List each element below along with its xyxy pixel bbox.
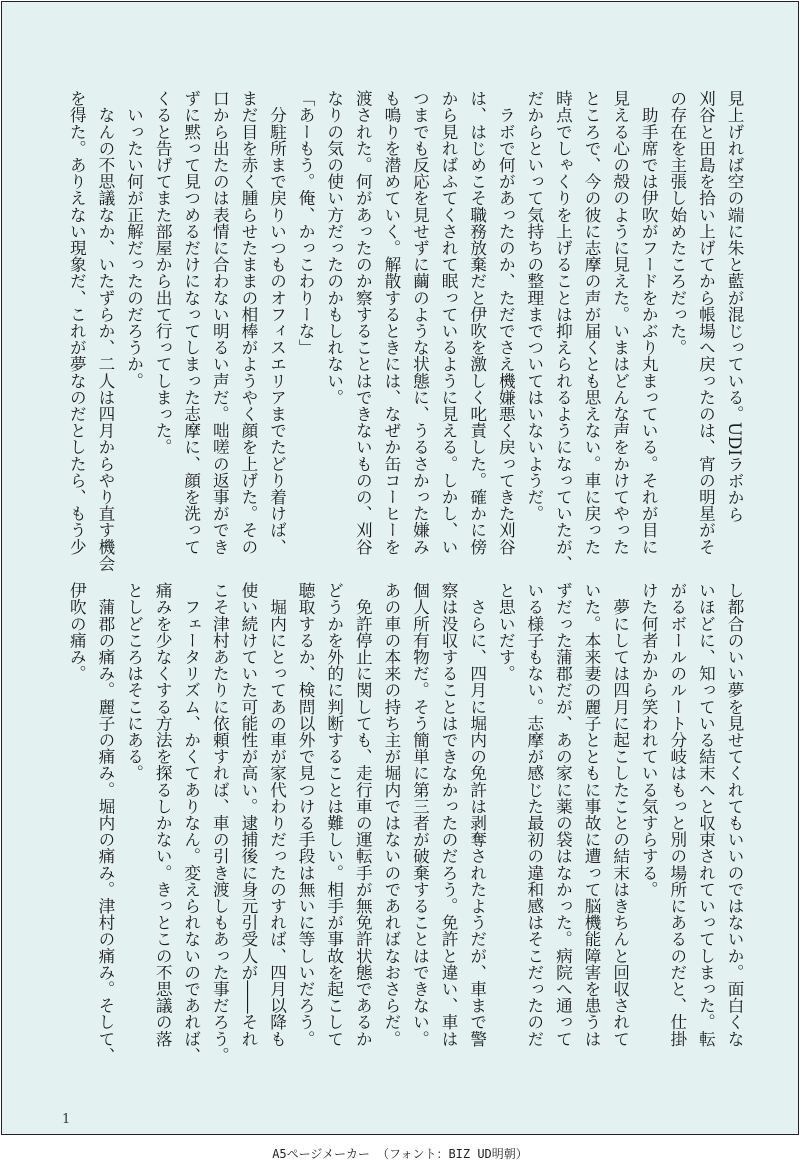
text-line: 口から出たのは表情に合わない明るい声だ。咄嗟の返事ができ <box>210 90 230 555</box>
text-line: 渡された。何があったのか察することはできないものの、刈谷 <box>353 90 373 555</box>
lower-text-block <box>48 582 748 1102</box>
text-line: さらに、四月に堀内の免許は剥奪されたようだが、車まで警 <box>467 582 487 1047</box>
text-line: 時点でしゃくりを上げることは抑えられるようになっていたが、 <box>553 90 573 572</box>
text-line: 察は没収することはできなかったのだろう。免許と違い、車は <box>439 582 459 1047</box>
text-line: 刈谷と田島を拾い上げてから帳場へ戻ったのは、宵の明星がそ <box>696 90 716 555</box>
text-line: 分駐所まで戻りいつものオフィスエリアまでたどり着けば、 <box>267 90 287 555</box>
text-line: 蒲郡の痛み。麗子の痛み。堀内の痛み。津村の痛み。そして、 <box>95 582 115 1064</box>
text-line: 免許停止に関しても、走行車の運転手が無免許状態であるか <box>353 582 373 1047</box>
a5-page <box>1 1 799 1135</box>
text-line: し都合のいい夢を見せてくれてもいいのではないか。面白くな <box>725 582 744 1047</box>
text-line: フェータリズム、かくてありなん。変えられないのであれば、 <box>181 582 201 1064</box>
text-line: いる様子もない。志摩が感じた最初の違和感はそこだったのだ <box>524 582 544 1047</box>
text-line: あの車の本来の持ち主が堀内ではないのであればなおさらだ。 <box>381 582 401 1047</box>
text-line: と思いだす。 <box>496 582 516 682</box>
text-line: 助手席では伊吹がフードをかぶり丸まっている。それが目に <box>639 90 659 555</box>
text-line: 見上げれば空の端に朱と藍が混じっている。UDIラボから <box>725 90 744 523</box>
text-line: いったい何が正解だったのだろうか。 <box>124 90 144 389</box>
text-line: 「あーもう。俺、かっこわりーな」 <box>296 90 316 356</box>
text-line: どうかを外的に判断することは難しい。相手が事故を起こして <box>324 582 344 1047</box>
text-line: だからといって気持ちの整理までついてはいないようだ。 <box>524 90 544 522</box>
text-line: ラボで何があったのか、ただでさえ機嫌悪く戻ってきた刈谷 <box>496 90 516 555</box>
text-line: 伊吹の痛み。 <box>67 582 87 682</box>
text-line: こそ津村あたりに依頼すれば、車の引き渡しもあった事だろう。 <box>210 582 230 1064</box>
upper-text-block <box>48 90 748 572</box>
text-line: いた。本来妻の麗子とともに事故に遭って脳機能障害を患うは <box>582 582 602 1047</box>
text-line: を得た。ありえない現象だ、これが夢なのだとしたら、もう少 <box>67 90 87 555</box>
text-line: も鳴りを潜めていく。解散するときには、なぜか缶コーヒーを <box>381 90 401 555</box>
text-line: 痛みを少なくする方法を探るしかない。きっとこの不思議の落 <box>153 582 173 1047</box>
text-line: なりの気の使い方だったのかもしれない。 <box>324 90 344 406</box>
text-line: としどころはそこにある。 <box>124 582 144 782</box>
text-line: から見ればふてくされて眠っているように見える。しかし、い <box>439 90 459 555</box>
text-line: つまでも反応を見せずに繭のような状態に、うるさかった嫌み <box>410 90 430 555</box>
text-line: ずだった蒲郡だが、あの家に薬の袋はなかった。病院へ通って <box>553 582 573 1047</box>
text-line: いほどに、知っている結末へと収束されていってしまった。転 <box>696 582 716 1047</box>
text-line: けた何者かから笑われている気すらする。 <box>639 582 659 898</box>
text-line: 夢にしては四月に起こしたことの結末はきちんと回収されて <box>610 582 630 1047</box>
text-line: 使い続けていた可能性が高い。逮捕後に身元引受人が――それ <box>238 582 258 1047</box>
text-line: 堀内にとってあの車が家代わりだったのすれば、四月以降も <box>267 582 287 1047</box>
text-line: ずに黙って見つめるだけになってしまった志摩に、顔を洗って <box>181 90 201 555</box>
text-line: の存在を主張し始めたころだった。 <box>667 90 687 356</box>
text-line: くると告げてまた部屋から出て行ってしまった。 <box>153 90 173 456</box>
text-line: は、はじめこそ職務放棄だと伊吹を激しく叱責した。確かに傍 <box>467 90 487 555</box>
text-line: まだ目を赤く腫らせたままの相棒がようやく顔を上げた。その <box>238 90 258 555</box>
text-line: 見える心の殻のように見えた。いまはどんな声をかけてやった <box>610 90 630 555</box>
text-line: ところで、今の彼に志摩の声が届くとも思えない。車に戻った <box>582 90 602 555</box>
text-line: 聴取するか、検問以外で見つける手段は無いに等しいだろう。 <box>296 582 316 1047</box>
text-line: がるボールのルート分岐はもっと別の場所にあるのだと、仕掛 <box>667 582 687 1047</box>
footer-caption: A5ページメーカー （フォント：BIZ UD明朝） <box>272 1147 528 1161</box>
text-line: なんの不思議なか、いたずらか、二人は四月からやり直す機会 <box>95 90 115 572</box>
page-number: 1 <box>62 1112 71 1127</box>
text-line: 個人所有物だ。そう簡単に第三者が破棄することはできない。 <box>410 582 430 1047</box>
